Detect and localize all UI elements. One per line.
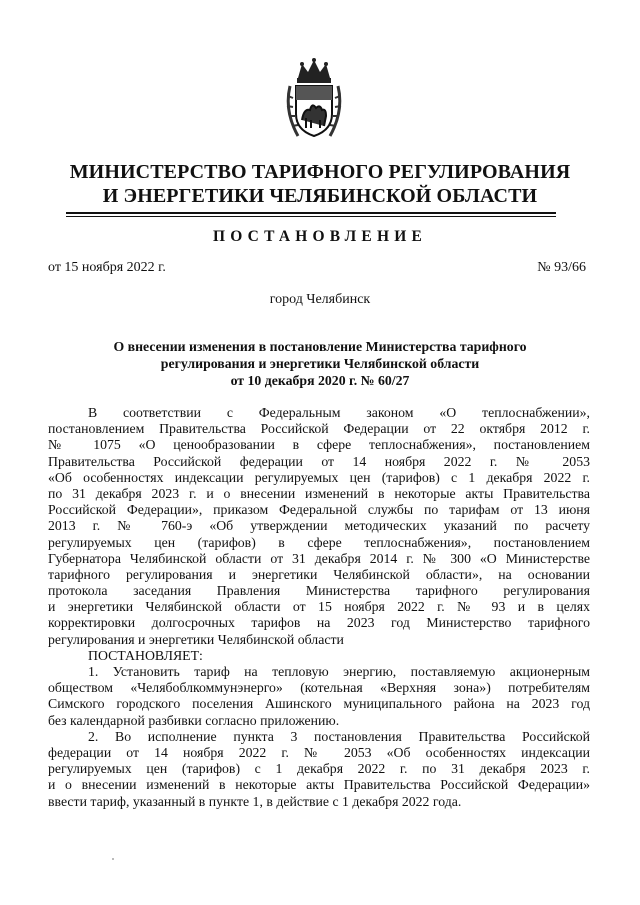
body-line: В соответствии с Федеральным законом «О теплоснабжении», xyxy=(88,405,590,420)
title-line: О внесении изменения в постановление Министерства тарифного xyxy=(113,339,527,354)
preamble-paragraph xyxy=(48,405,590,810)
item-2-line: и о внесении изменений в некоторые акты Правительства Российской Федерации» xyxy=(48,777,590,793)
body-line: корректировки долгосрочных тарифов на 2023 год Министерство тарифного xyxy=(48,615,590,631)
header-rule-thin xyxy=(66,216,556,217)
header-rule-thick xyxy=(66,212,556,214)
body-line: 2013 г. № 760-э «Об утверждении методических указаний по расчету xyxy=(48,518,590,534)
document-number: № 93/66 xyxy=(537,260,586,275)
title-line: от 10 декабря 2020 г. № 60/27 xyxy=(230,373,410,388)
document-title xyxy=(70,338,570,389)
item-1-line: обществом «Челябоблкоммунэнерго» (котельная «Верхняя зона») потребителям xyxy=(48,680,590,696)
item-2-line: 2. Во исполнение пункта 3 постановления Правительства Российской xyxy=(88,728,590,744)
item-2-line: ввести тариф, указанный в пункте 1, в действие с 1 декабря 2022 года. xyxy=(48,793,462,809)
body-line: постановлением Правительства Российской Федерации от 22 октября 2012 г. xyxy=(48,421,590,437)
body-line: и энергетики Челябинской области от 15 ноября 2022 г. № 93 и в целях xyxy=(48,599,590,615)
body-line: № 1075 «О ценообразовании в сфере теплоснабжения», постановлением xyxy=(48,437,590,453)
document-city: город Челябинск xyxy=(269,292,371,307)
document-date: от 15 ноября 2022 г. xyxy=(48,260,166,275)
body-line: Губернатора Челябинской области от 31 декабря 2014 г. № 300 «О Министерстве xyxy=(48,550,590,566)
item-2-line: регулируемых цен (тарифов) с 1 декабря 2022 г. по 31 декабря 2023 г. xyxy=(48,761,590,777)
ministry-name-line-2: И ЭНЕРГЕТИКИ ЧЕЛЯБИНСКОЙ ОБЛАСТИ xyxy=(102,185,538,207)
body-line: по 31 декабря 2023 г. и о внесении изменений в некоторые акты Правительства xyxy=(48,485,590,501)
item-1-line: без календарной разбивки согласно приложению. xyxy=(48,712,340,728)
scan-artifact xyxy=(112,858,114,860)
body-line: тарифного регулирования и энергетики Челябинской области», на основании xyxy=(48,566,590,582)
item-1-line: Симского городского поселения Ашинского муниципального района на 2023 год xyxy=(48,696,590,712)
ministry-name-line-1: МИНИСТЕРСТВО ТАРИФНОГО РЕГУЛИРОВАНИЯ xyxy=(69,161,571,183)
resolves-keyword: ПОСТАНОВЛЯЕТ: xyxy=(88,647,203,663)
body-line: регулируемых цен (тарифов) в сфере теплоснабжения», постановлением xyxy=(48,534,590,550)
document-type-heading: ПОСТАНОВЛЕНИЕ xyxy=(212,228,428,245)
body-line: протокола заседания Правления Министерства тарифного регулирования xyxy=(48,583,590,599)
body-line: Правительства Российской федерации от 14 ноября 2022 г. № 2053 xyxy=(48,453,590,469)
body-line: «Об особенностях индексации регулируемых цен (тарифов) с 1 декабря 2022 г. xyxy=(48,469,590,485)
coat-of-arms-icon xyxy=(284,56,344,142)
item-2-line: федерации от 14 ноября 2022 г. № 2053 «Об особенностях индексации xyxy=(48,744,590,760)
body-line: Российской Федерации», приказом Федеральной службы по тарифам от 13 июня xyxy=(48,502,590,518)
item-1-line: 1. Установить тариф на тепловую энергию, поставляемую акционерным xyxy=(88,664,590,679)
title-line: регулирования и энергетики Челябинской области xyxy=(160,356,480,371)
body-line: регулирования и энергетики Челябинской области xyxy=(48,631,344,647)
